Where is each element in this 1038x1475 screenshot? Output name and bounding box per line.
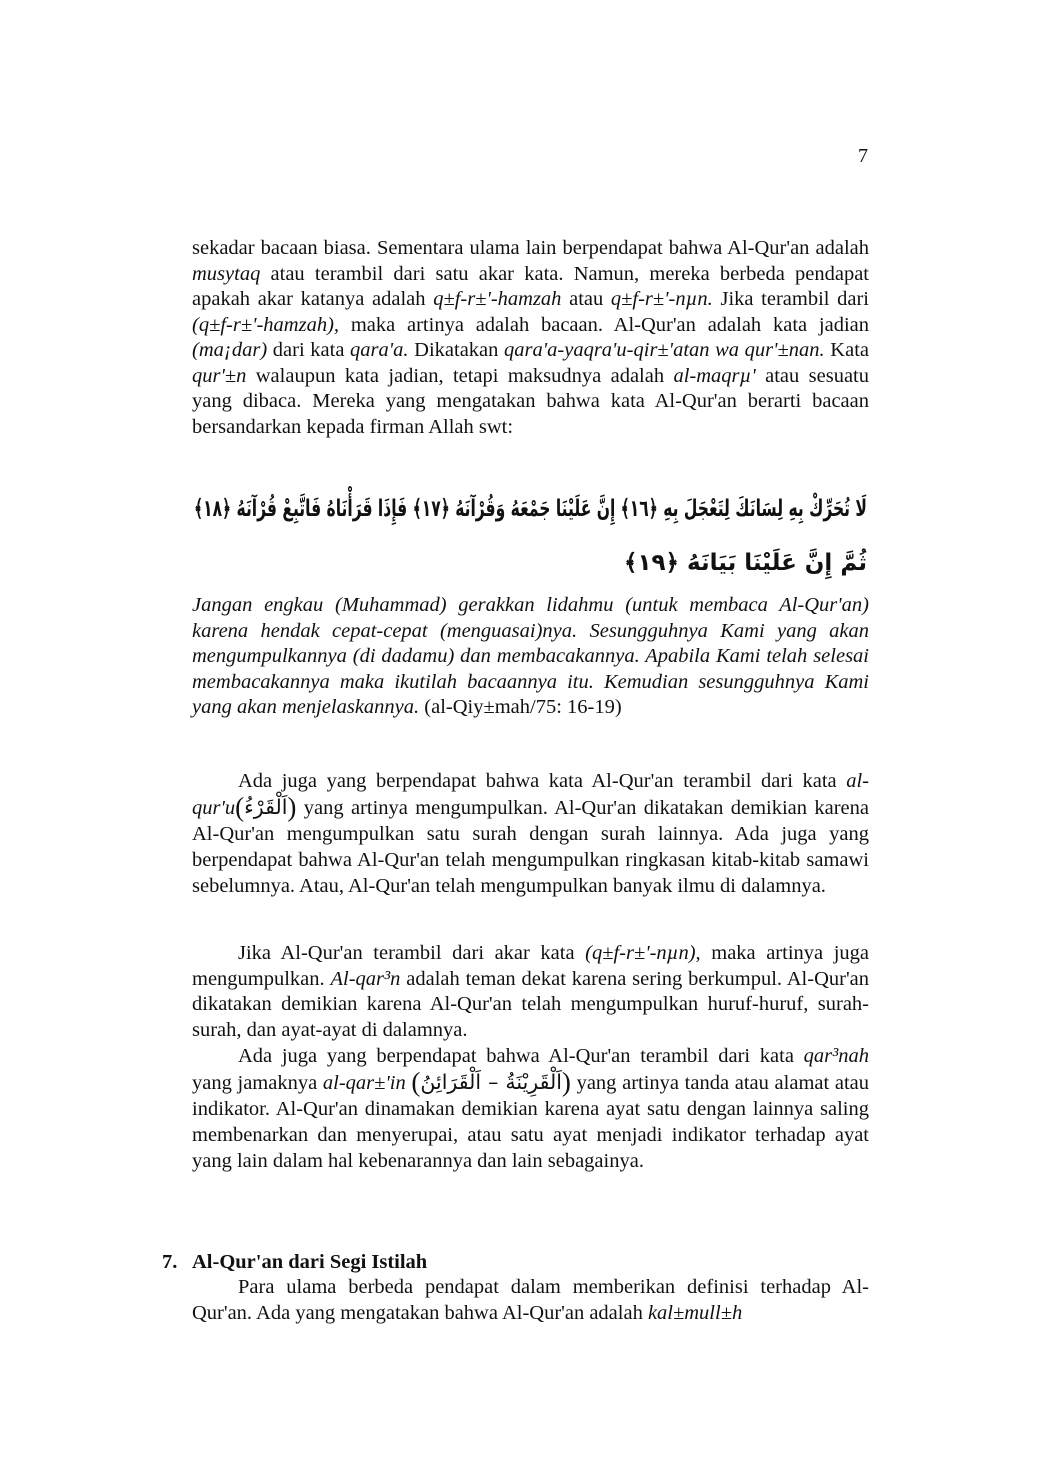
verse-line-1: لَا تُحَرِّكْ بِهِ لِسَانَكَ لِتَعْجَلَ بِهِ ﴿١٦﴾ إِنَّ عَلَيْنَا جَمْعَهُ وَقُرْآنَهُ ﴿١٧﴾ فَإِذَا قَرَأْنَاهُ فَاتَّبِعْ قُرْآنَهُ ﴿١٨﴾ [194,496,973,522]
section-heading [162,1251,427,1274]
section-number: 7. [162,1251,178,1273]
section-title: Al-Qur'an dari Segi Istilah [192,1251,428,1273]
arabic-term-al-qarinah: اَلْقَرِيْنَةُ – اَلْقَرَائِنُ [420,1070,562,1094]
paragraph-5: Para ulama berbeda pendapat dalam memberikan definisi terhadap Al-Qur'an. Ada yang mengatakan bahwa Al-Qur'an adalah kal±mull±h [192,1276,869,1324]
paragraph-4: Ada juga yang berpendapat bahwa Al-Qur'an terambil dari kata qar³nah yang jamaknya al-qar±'in (اَلْقَرِيْنَةُ – اَلْقَرَائِنُ) yang artinya tanda atau alamat atau indikator. Al-Qur'an dinamakan demikian karena ayat satu dengan lainnya saling membenarkan dan menyerupai, atau satu ayat menjadi indikator terhadap ayat yang lain dalam hal kebenarannya dan lain sebagainya. [192,1045,869,1172]
paragraph-2: Ada juga yang berpendapat bahwa kata Al-Qur'an terambil dari kata al-qur'u(اَلْقَرْءُ) yang artinya mengumpulkan. Al-Qur'an dikatakan demikian karena Al-Qur'an mengumpulkan satu surah dengan surah lainnya. Ada juga yang berpendapat bahwa Al-Qur'an telah mengumpulkan ringkasan kitab-kitab samawi sebelumnya. Atau, Al-Qur'an telah mengumpulkan banyak ilmu di dalamnya. [192,770,869,897]
page-number: 7 [858,145,868,167]
paragraph-1: sekadar bacaan biasa. Sementara ulama lain berpendapat bahwa Al-Qur'an adalah musytaq atau terambil dari satu akar kata. Namun, mereka berbeda pendapat apakah akar katanya adalah q±f-r±'-hamzah atau q±f-r±'-nµn. Jika terambil dari (q±f-r±'-hamzah), maka artinya adalah bacaan. Al-Qur'an adalah kata jadian (ma¡dar) dari kata qara'a. Dikatakan qara'a-yaqra'u-qir±'atan wa qur'±nan. Kata qur'±n walaupun kata jadian, tetapi maksudnya adalah al-maqrµ' atau sesuatu yang dibaca. Mereka yang mengatakan bahwa kata Al-Qur'an berarti bacaan bersandarkan kepada firman Allah swt: [192,237,869,438]
verse-translation: Jangan engkau (Muhammad) gerakkan lidahmu (untuk membaca Al-Qur'an) karena hendak cepat-cepat (menguasai)nya. Sesungguhnya Kami yang akan mengumpulkannya (di dadamu) dan membacakannya. Apabila Kami telah selesai membacakannya maka ikutilah bacaannya itu. Kemudian sesungguhnya Kami yang akan menjelaskannya. (al-Qiy±mah/75: 16-19) [192,594,869,718]
quran-verse [192,478,973,586]
verse-line-2: ثُمَّ إِنَّ عَلَيْنَا بَيَانَهُ ﴿١٩﴾ [623,550,867,576]
paragraph-3: Jika Al-Qur'an terambil dari akar kata (q±f-r±'-nµn), maka artinya juga mengumpulkan. Al-qar³n adalah teman dekat karena sering berkumpul. Al-Qur'an dikatakan demikian karena Al-Qur'an telah mengumpulkan huruf-huruf, surah-surah, dan ayat-ayat di dalamnya. [192,942,869,1041]
arabic-term-al-qur-u: اَلْقَرْءُ [244,795,288,819]
